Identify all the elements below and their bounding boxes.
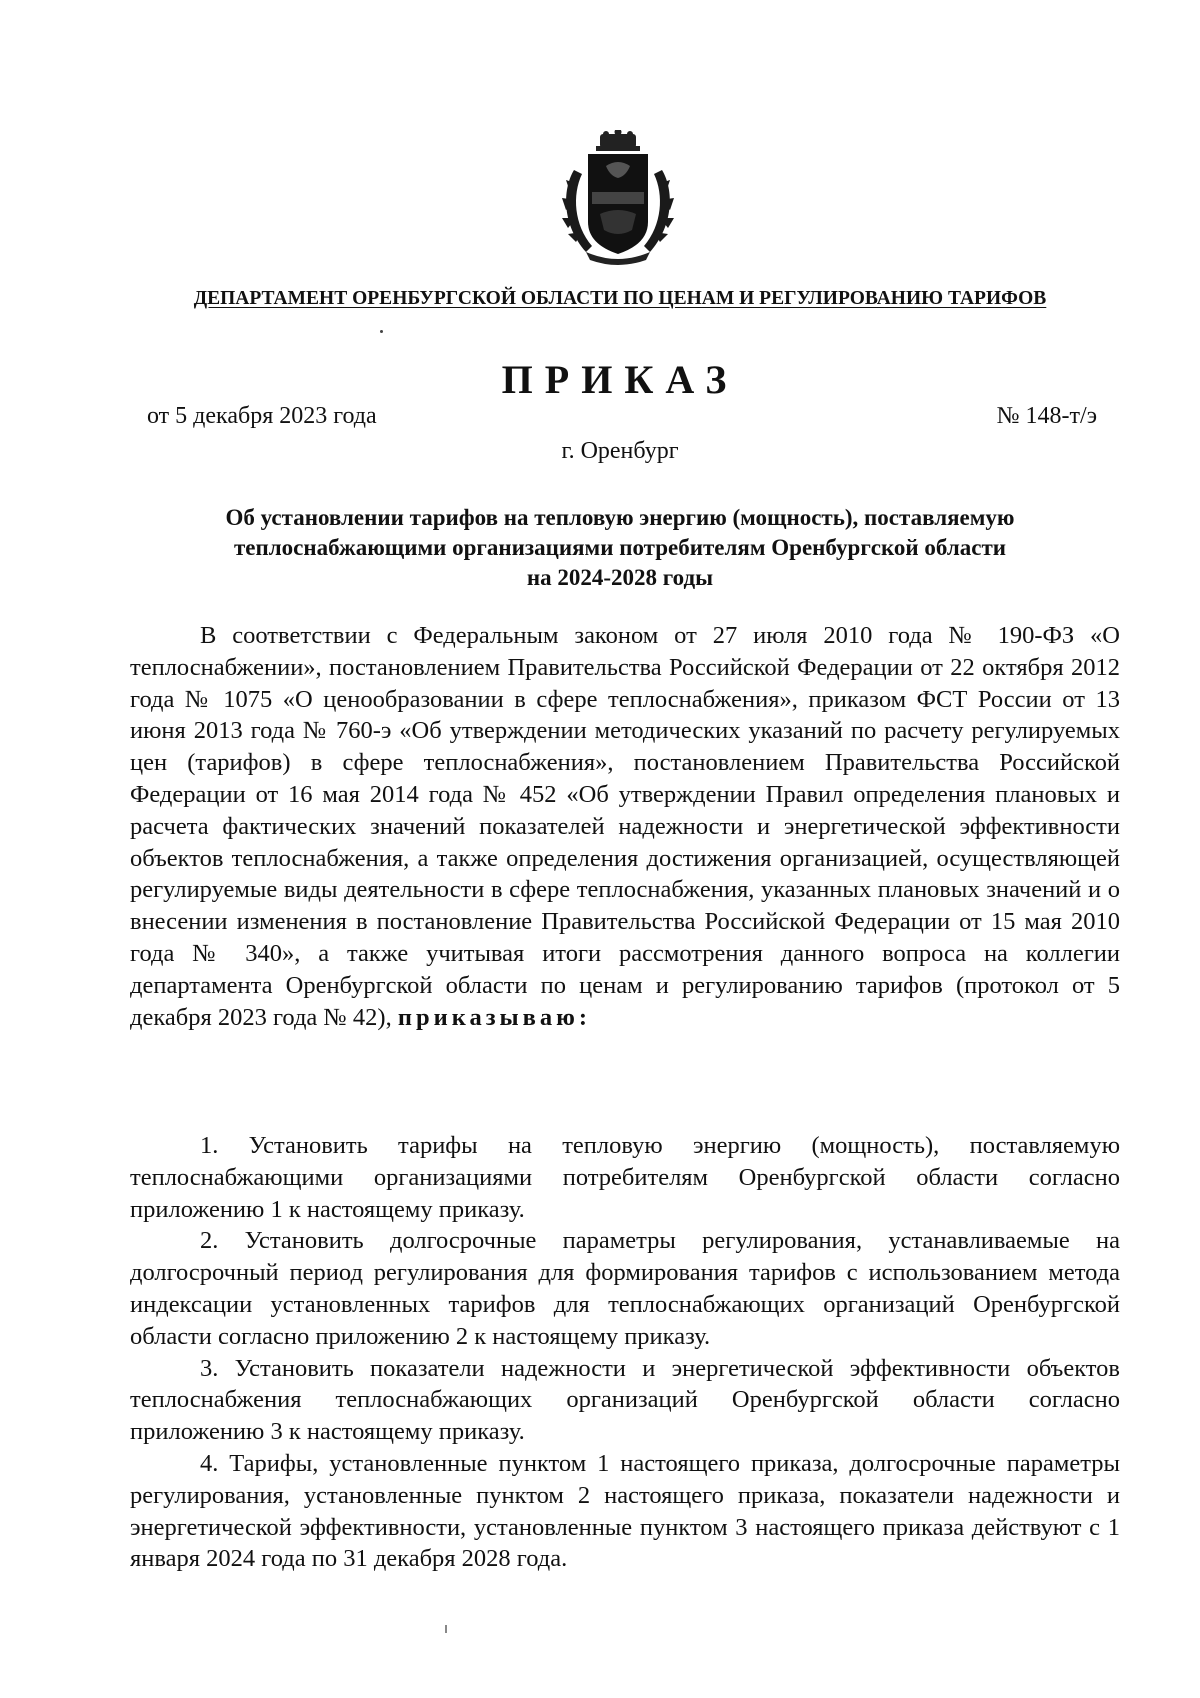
order-item-3: 3. Установить показатели надежности и энергетической эффективности объектов теплоснабжения теплоснабжающих организаций Оренбургской области согласно приложению 3 к настоящему приказу. <box>130 1354 1120 1446</box>
subject-line-1: Об установлении тарифов на тепловую энергию (мощность), поставляемую <box>225 505 1015 530</box>
document-date: от 5 декабря 2023 года <box>147 403 377 429</box>
coat-of-arms-icon <box>556 130 680 266</box>
order-word: приказываю: <box>397 1003 592 1031</box>
document-type-title: ПРИКАЗ <box>501 357 739 402</box>
document-subject <box>140 503 1100 593</box>
subject-line-3: на 2024-2028 годы <box>526 565 714 590</box>
document-city: г. Оренбург <box>561 438 679 464</box>
scan-mark <box>445 1625 447 1633</box>
order-item-2: 2. Установить долгосрочные параметры регулирования, устанавливаемые на долгосрочный период регулирования для формирования тарифов с использованием метода индексации установленных тарифов для теплоснабжающих организаций Оренбургской области согласно приложению 2 к настоящему приказу. <box>130 1227 1120 1350</box>
preamble-text: В соответствии с Федеральным законом от 27 июля 2010 года № 190-ФЗ «О теплоснабжении», постановлением Правительства Российской Федерации от 22 октября 2012 года № 1075 «О ценообразовании в сфере теплоснабжения», приказом ФСТ России от 13 июня 2013 года № 760-э «Об утверждении методических указаний по расчету регулируемых цен (тарифов) в сфере теплоснабжения», постановлением Правительства Российской Федерации от 16 мая 2014 года № 452 «Об утверждении Правил определения плановых и расчета фактических значений показателей надежности и энергетической эффективности объектов теплоснабжения, а также определения достижения организацией, осуществляющей регулируемые виды деятельности в сфере теплоснабжения, указанных плановых значений и о внесении изменения в постановление Правительства Российской Федерации от 15 мая 2010 года № 340», а также учитывая итоги рассмотрения данного вопроса на коллегии департамента Оренбургской области по ценам и регулированию тарифов (протокол от 5 декабря 2023 года № 42), <box>130 622 1120 1031</box>
subject-line-2: теплоснабжающими организациями потребителям Оренбургской области <box>233 535 1007 560</box>
order-items <box>130 1130 1120 1575</box>
order-item-1: 1. Установить тарифы на тепловую энергию (мощность), поставляемую теплоснабжающими организациями потребителям Оренбургской области согласно приложению 1 к настоящему приказу. <box>130 1132 1120 1223</box>
department-name: ДЕПАРТАМЕНТ ОРЕНБУРГСКОЙ ОБЛАСТИ ПО ЦЕНАМ И РЕГУЛИРОВАНИЮ ТАРИФОВ <box>193 288 1047 309</box>
scan-speck <box>380 330 383 333</box>
order-item-4: 4. Тарифы, установленные пунктом 1 настоящего приказа, долгосрочные параметры регулирования, установленные пунктом 2 настоящего приказа, показатели надежности и энергетической эффективности, установленные пунктом 3 настоящего приказа действуют с 1 января 2024 года по 31 декабря 2028 года. <box>130 1449 1120 1573</box>
document-number: № 148-т/э <box>996 403 1097 429</box>
preamble-paragraph <box>130 620 1120 1033</box>
